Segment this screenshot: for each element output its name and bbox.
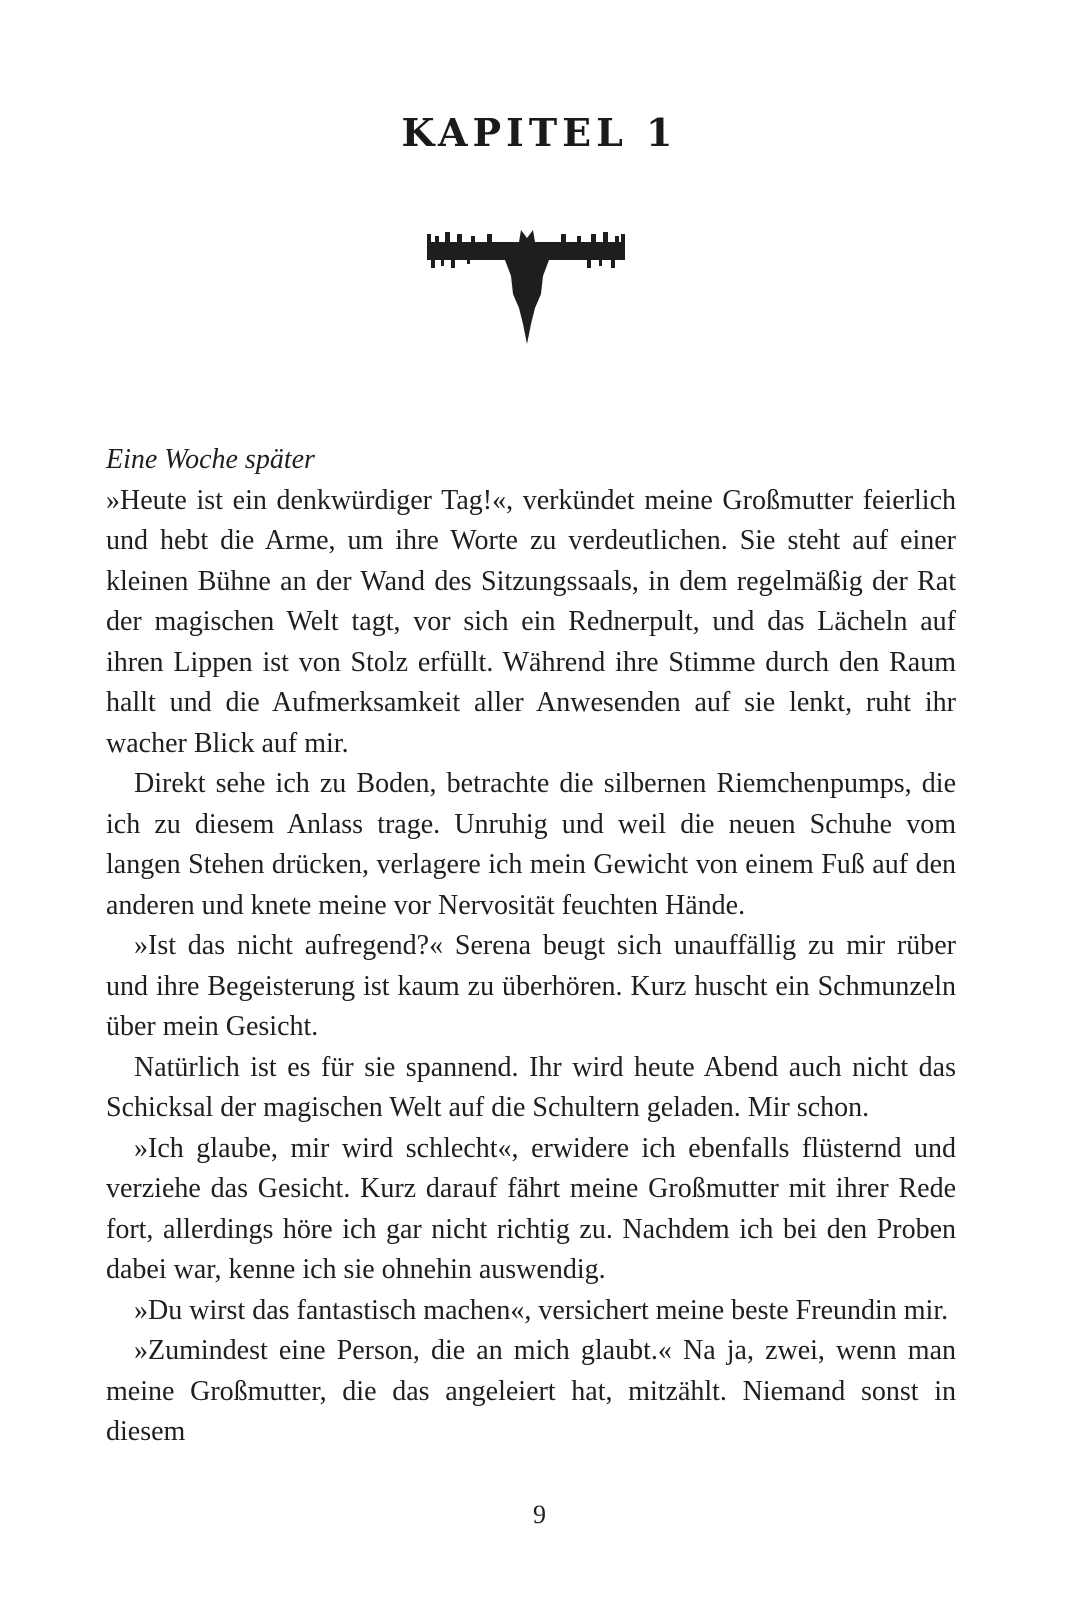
body-text <box>106 440 956 1453</box>
paragraph: »Zumindest eine Person, die an mich glaubt.« Na ja, zwei, wenn man meine Großmutter, die das angeleiert hat, mitzählt. Niemand sonst in diesem <box>106 1335 956 1447</box>
paragraph: Direkt sehe ich zu Boden, betrachte die silbernen Riemchenpumps, die ich zu diesem Anlass trage. Unruhig und weil die neuen Schuhe vom langen Stehen drücken, verlagere ich mein Gewicht von einem Fuß auf den anderen und knete meine vor Nervosität feuchten Hände. <box>106 768 956 921</box>
castle-ornament-icon <box>427 228 627 348</box>
paragraph: Natürlich ist es für sie spannend. Ihr wird heute Abend auch nicht das Schicksal der magischen Welt auf die Schultern geladen. Mir schon. <box>106 1051 956 1123</box>
paragraph: »Ich glaube, mir wird schlecht«, erwidere ich ebenfalls flüsternd und verziehe das Gesicht. Kurz darauf fährt meine Großmutter mit ihrer Rede fort, allerdings höre ich gar nicht richtig zu. Nachdem ich bei den Proben dabei war, kenne ich sie ohnehin auswendig. <box>106 1132 956 1285</box>
paragraph: »Ist das nicht aufregend?« Serena beugt sich unauffällig zu mir rüber und ihre Begeisterung ist kaum zu überhören. Kurz huscht ein Schmunzeln über mein Gesicht. <box>106 930 956 1042</box>
paragraph: »Du wirst das fantastisch machen«, versichert meine beste Freundin mir. <box>134 1294 949 1326</box>
chapter-title: KAPITEL 1 <box>401 110 678 155</box>
paragraph: »Heute ist ein denkwürdiger Tag!«, verkündet meine Großmutter feierlich und hebt die Arme, um ihre Worte zu verdeutlichen. Sie steht auf einer kleinen Bühne an der Wand des Sitzungssaals, in dem regelmäßig der Rat der magischen Welt tagt, vor sich ein Rednerpult, und das Lächeln auf ihren Lippen ist von Stolz erfüllt. Während ihre Stimme durch den Raum hallt und die Aufmerksamkeit aller Anwesenden auf sie lenkt, ruht ihr wacher Blick auf mir. <box>106 484 956 759</box>
page-number: 9 <box>533 1500 546 1529</box>
section-subheading: Eine Woche später <box>106 444 315 475</box>
